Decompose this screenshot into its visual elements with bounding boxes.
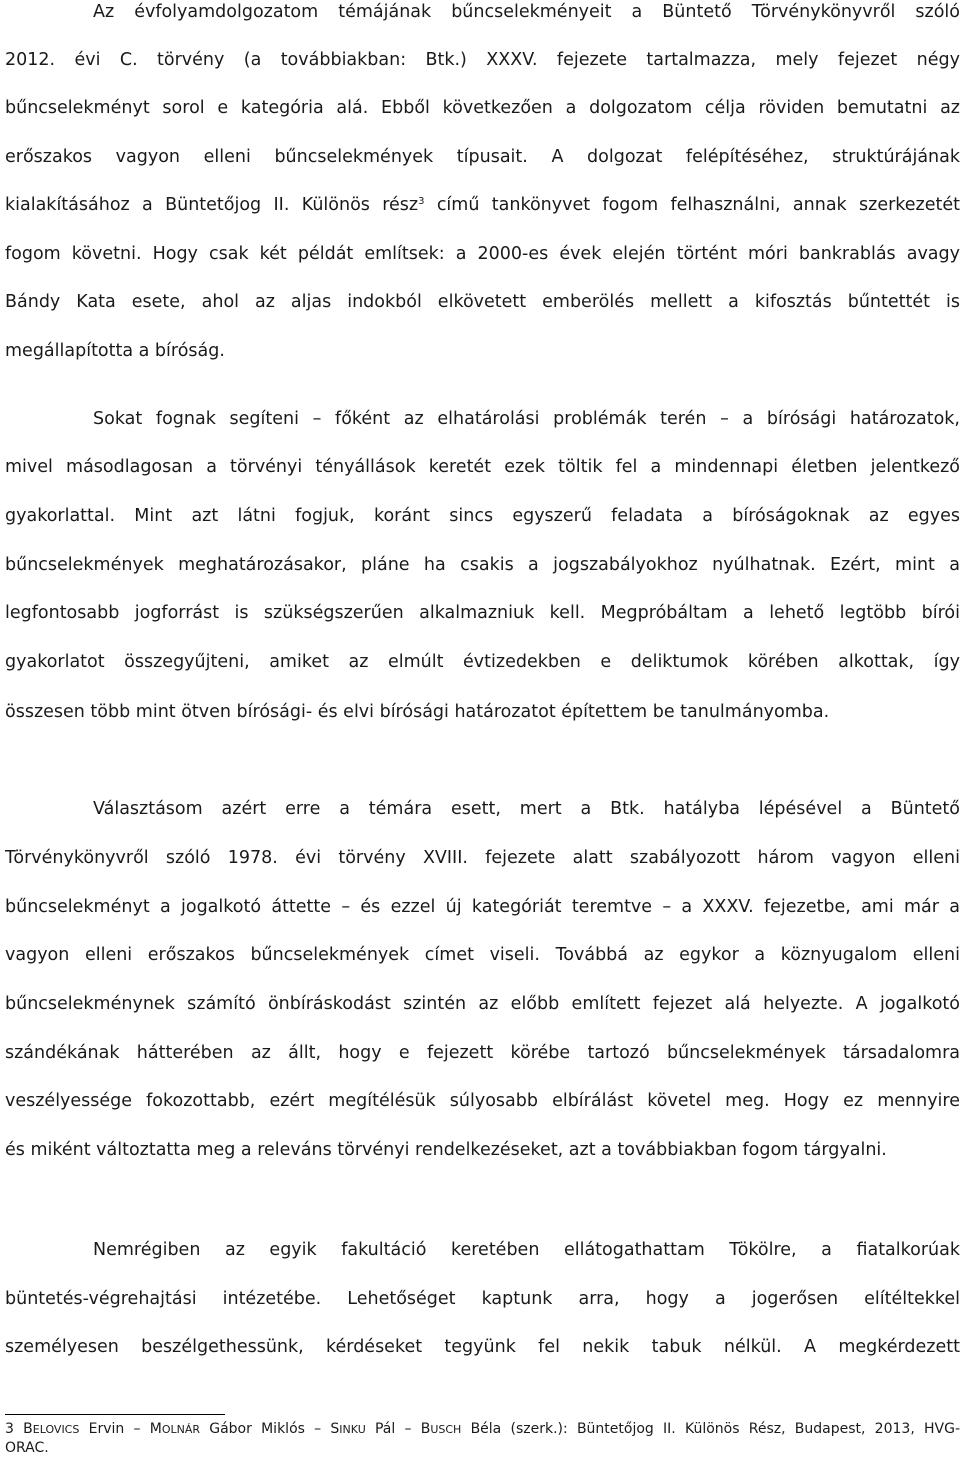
footnote-separator [5,1414,225,1415]
footnote-text: Ervin – [79,1421,150,1437]
author-name: USCH [430,1423,462,1436]
text-line: Nemrégiben az egyik fakultáció keretében ellátogathattam Tökölre, a fiatalkorúak [93,1240,960,1260]
text-line: vagyon elleni erőszakos bűncselekmények címet viseli. Továbbá az egykor a köznyugalom elleni [5,945,960,965]
author-initial: S [330,1421,340,1437]
footnote-text: Pál – [365,1421,421,1437]
text-line: Bándy Kata esete, ahol az aljas indokból elkövetett emberölés mellett a kifosztás bűntettét is [5,292,960,312]
text-line: fogom követni. Hogy csak két példát említsek: a 2000-es évek elején történt móri bankrablás avagy [5,244,960,264]
text-line: összesen több mint ötven bírósági- és elvi bírósági határozatot építettem be tanulmányomba. [5,702,830,722]
text-line: bűncselekményt sorol e kategória alá. Ebből következően a dolgozatom célja röviden bemutatni az [5,98,960,118]
text-line: erőszakos vagyon elleni bűncselekmények típusait. A dolgozat felépítéséhez, struktúrájának [5,147,960,167]
text-line: Sokat fognak segíteni – főként az elhatárolási problémák terén – a bírósági határozatok, [93,409,960,429]
text-line: legfontosabb jogforrást is szükségszerűen alkalmazniuk kell. Megpróbáltam a lehető legtöbb bírói [5,603,960,623]
footnote-line: ORAC. [5,1440,49,1456]
footnote-text: Gábor Miklós – [200,1421,331,1437]
author-name: ELOVICS [32,1423,80,1436]
footnote-reference[interactable]: 3 [418,196,425,207]
text-line: és miként változtatta meg a releváns törvényi rendelkezéseket, azt a továbbiakban fogom tárgyalni. [5,1140,887,1160]
text-line: Törvénykönyvről szóló 1978. évi törvény XVIII. fejezete alatt szabályozott három vagyon elleni [5,848,960,868]
text-line: bűncselekmények meghatározásakor, pláne ha csakis a jogszabályokhoz nyúlhatnak. Ezért, mint a [5,555,960,575]
text-line: gyakorlatot összegyűjteni, amiket az elmúlt évtizedekben e deliktumok körében alkottak, így [5,652,960,672]
author-name: OLNÁR [161,1423,200,1436]
text-fragment: című tankönyvet fogom felhasználni, annak szerkezetét [424,195,960,215]
text-line: Választásom azért erre a témára esett, mert a Btk. hatályba lépésével a Büntető [93,799,960,819]
author-initial: B [420,1421,431,1437]
text-line: személyesen beszélgethessünk, kérdéseket tegyünk fel nekik tabuk nélkül. A megkérdezett [5,1337,960,1357]
text-line: Az évfolyamdolgozatom témájának bűncselekményeit a Büntető Törvénykönyvről szóló [93,2,960,22]
text-line [5,194,960,216]
text-line: megállapította a bíróság. [5,341,225,361]
text-line: bűncselekménynek számító önbíráskodást szintén az előbb említett fejezet alá helyezte. A jogalkotó [5,994,960,1014]
text-line: mivel másodlagosan a törvényi tényállások keretét ezek töltik fel a mindennapi életben jelentkező [5,457,960,477]
author-name: INKU [339,1423,366,1436]
author-initial: B [23,1421,33,1437]
footnote-line [5,1420,960,1439]
footnote-text: Béla (szerk.): Büntetőjog II. Különös Rész, Budapest, 2013, HVG- [461,1421,960,1437]
text-line: 2012. évi C. törvény (a továbbiakban: Btk.) XXXV. fejezete tartalmazza, mely fejezet négy [5,50,960,70]
text-line: gyakorlattal. Mint azt látni fogjuk, koránt sincs egyszerű feladata a bíróságoknak az egyes [5,506,960,526]
text-line: szándékának hátterében az állt, hogy e fejezett körébe tartozó bűncselekmények társadalomra [5,1043,960,1063]
text-line: bűncselekményt a jogalkotó áttette – és ezzel új kategóriát teremtve – a XXXV. fejezetbe, ami már a [5,897,960,917]
text-fragment: kialakításához a Büntetőjog II. Különös rész [5,195,419,215]
footnote-number: 3 [5,1421,14,1437]
text-line: veszélyessége fokozottabb, ezért megítélésük súlyosabb elbírálást követel meg. Hogy ez mennyire [5,1091,960,1111]
text-line: büntetés-végrehajtási intézetébe. Lehetőséget kaptunk arra, hogy a jogerősen elítéltekkel [5,1289,960,1309]
author-initial: M [149,1421,162,1437]
